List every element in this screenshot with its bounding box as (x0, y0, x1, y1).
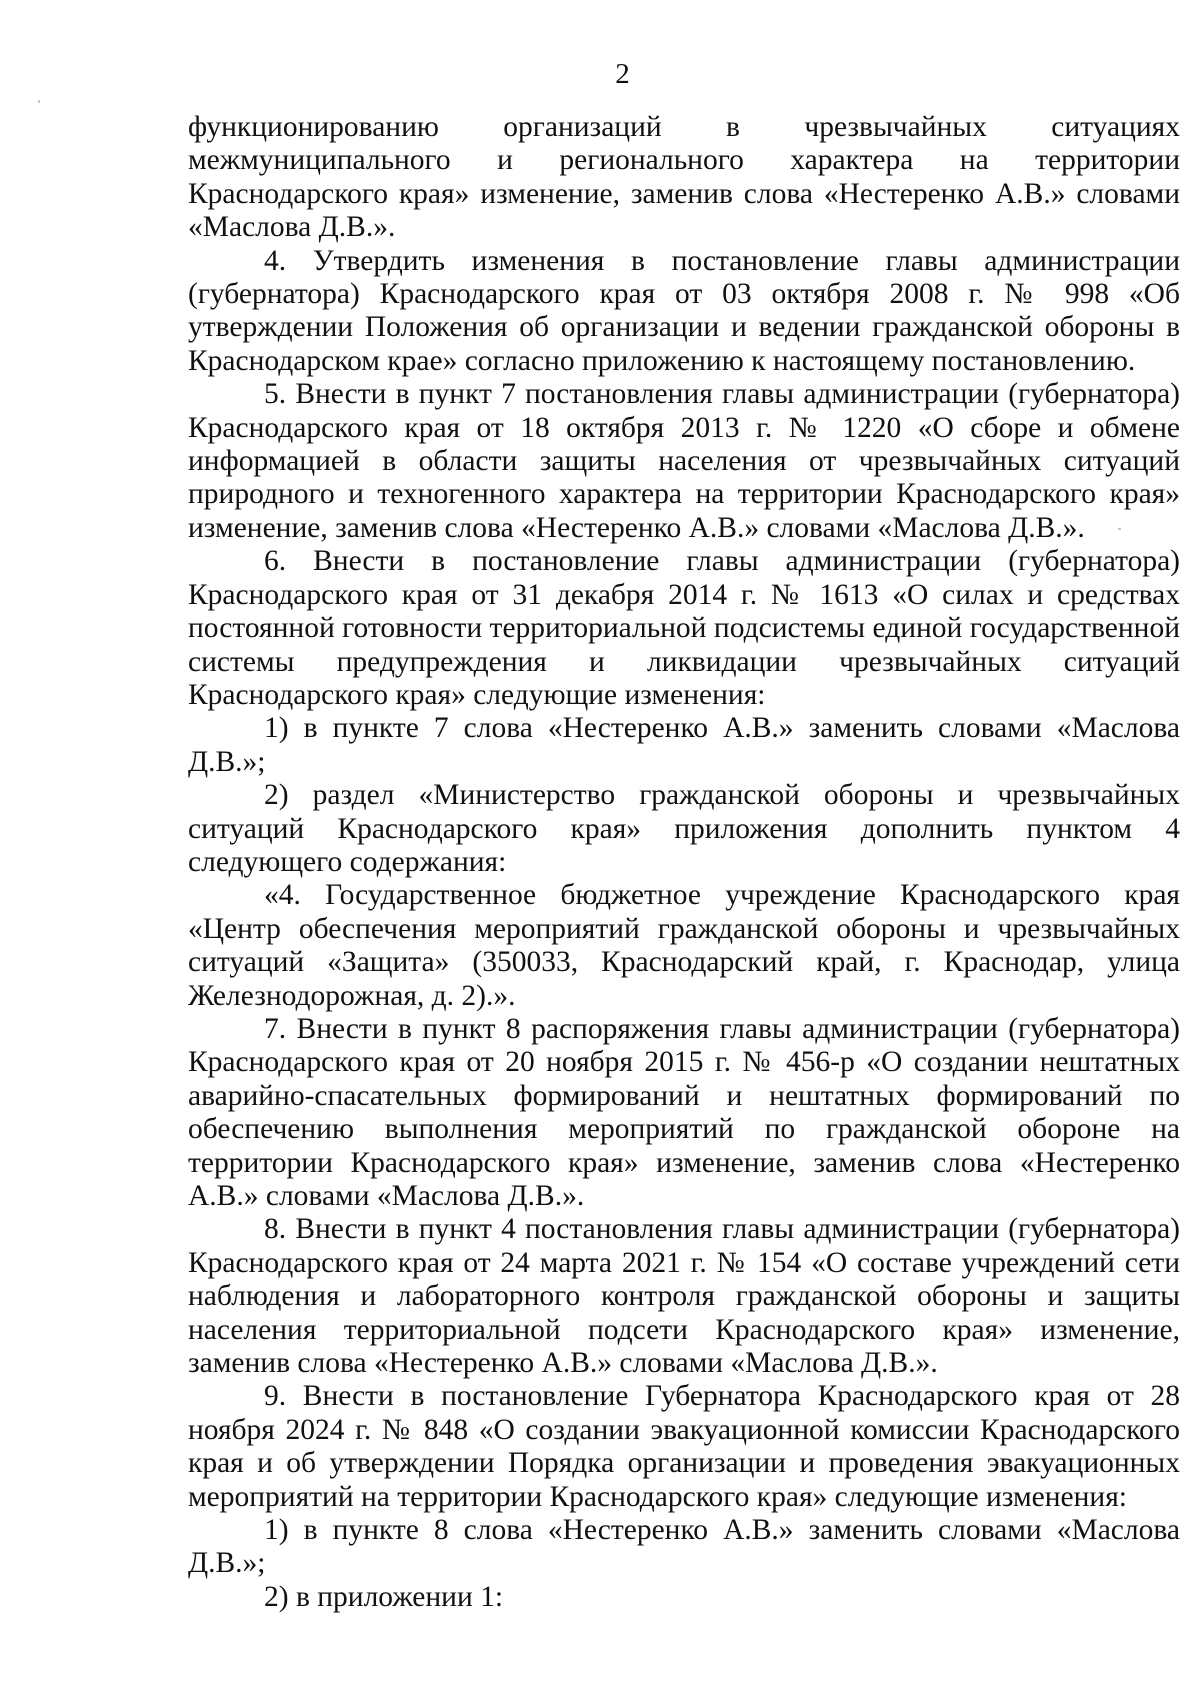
page-number: 2 (615, 58, 630, 90)
paragraph-item-7: 7. Внести в пункт 8 распоряжения главы администрации (губернатора) Краснодарского края от 20 ноября 2015 г. № 456-р «О создании нештатных аварийно-спасательных формирований и нештатных формирований по обеспечению выполнения мероприятий по гражданской обороне на территории Краснодарского края» изменение, заменив слова «Нестеренко А.В.» словами «Маслова Д.В.». (188, 1012, 1180, 1212)
document-body (188, 111, 1180, 1614)
paragraph-subitem-6-1: 1) в пункте 7 слова «Нестеренко А.В.» заменить словами «Маслова Д.В.»; (188, 712, 1180, 778)
paragraph-item-5: 5. Внести в пункт 7 постановления главы администрации (губернатора) Краснодарского края от 18 октября 2013 г. № 1220 «О сборе и обмене информацией в области защиты населения от чрезвычайных ситуаций природного и техногенного характера на территории Краснодарского края» изменение, заменив слова «Нестеренко А.В.» словами «Маслова Д.В.». (188, 378, 1180, 544)
paragraph-item-8: 8. Внести в пункт 4 постановления главы администрации (губернатора) Краснодарского края от 24 марта 2021 г. № 154 «О составе учреждений сети наблюдения и лабораторного контроля гражданской обороны и защиты населения территориальной подсети Краснодарского края» изменение, заменив слова «Нестеренко А.В.» словами «Маслова Д.В.». (188, 1213, 1180, 1380)
scan-artifact-mark (38, 100, 40, 103)
paragraph-subitem-9-2: 2) в приложении 1: (264, 1580, 504, 1613)
paragraph-subitem-6-2: 2) раздел «Министерство гражданской обороны и чрезвычайных ситуаций Краснодарского края» приложения дополнить пунктом 4 следующего содержания: (188, 779, 1180, 878)
paragraph-item-6: 6. Внести в постановление главы администрации (губернатора) Краснодарского края от 31 декабря 2014 г. № 1613 «О силах и средствах постоянной готовности территориальной подсистемы единой государственной системы предупреждения и ликвидации чрезвычайных ситуаций Краснодарского края» следующие изменения: (188, 545, 1180, 711)
paragraph-continuation: функционированию организаций в чрезвычайных ситуациях межмуниципального и регионального характера на территории Краснодарского края» изменение, заменив слова «Нестеренко А.В.» словами «Маслова Д.В.». (188, 111, 1180, 244)
paragraph-quoted-item-4: «4. Государственное бюджетное учреждение Краснодарского края «Центр обеспечения мероприятий гражданской обороны и чрезвычайных ситуаций «Защита» (350033, Краснодарский край, г. Краснодар, улица Железнодорожная, д. 2).». (188, 879, 1180, 1012)
paragraph-item-4: 4. Утвердить изменения в постановление главы администрации (губернатора) Краснодарского края от 03 октября 2008 г. № 998 «Об утверждении Положения об организации и ведении гражданской обороны в Краснодарском крае» согласно приложению к настоящему постановлению. (188, 244, 1180, 377)
paragraph-subitem-9-1: 1) в пункте 8 слова «Нестеренко А.В.» заменить словами «Маслова Д.В.»; (188, 1514, 1180, 1580)
paragraph-item-9: 9. Внести в постановление Губернатора Краснодарского края от 28 ноября 2024 г. № 848 «О создании эвакуационной комиссии Краснодарского края и об утверждении Порядка организации и проведения эвакуационных мероприятий на территории Краснодарского края» следующие изменения: (188, 1380, 1180, 1513)
